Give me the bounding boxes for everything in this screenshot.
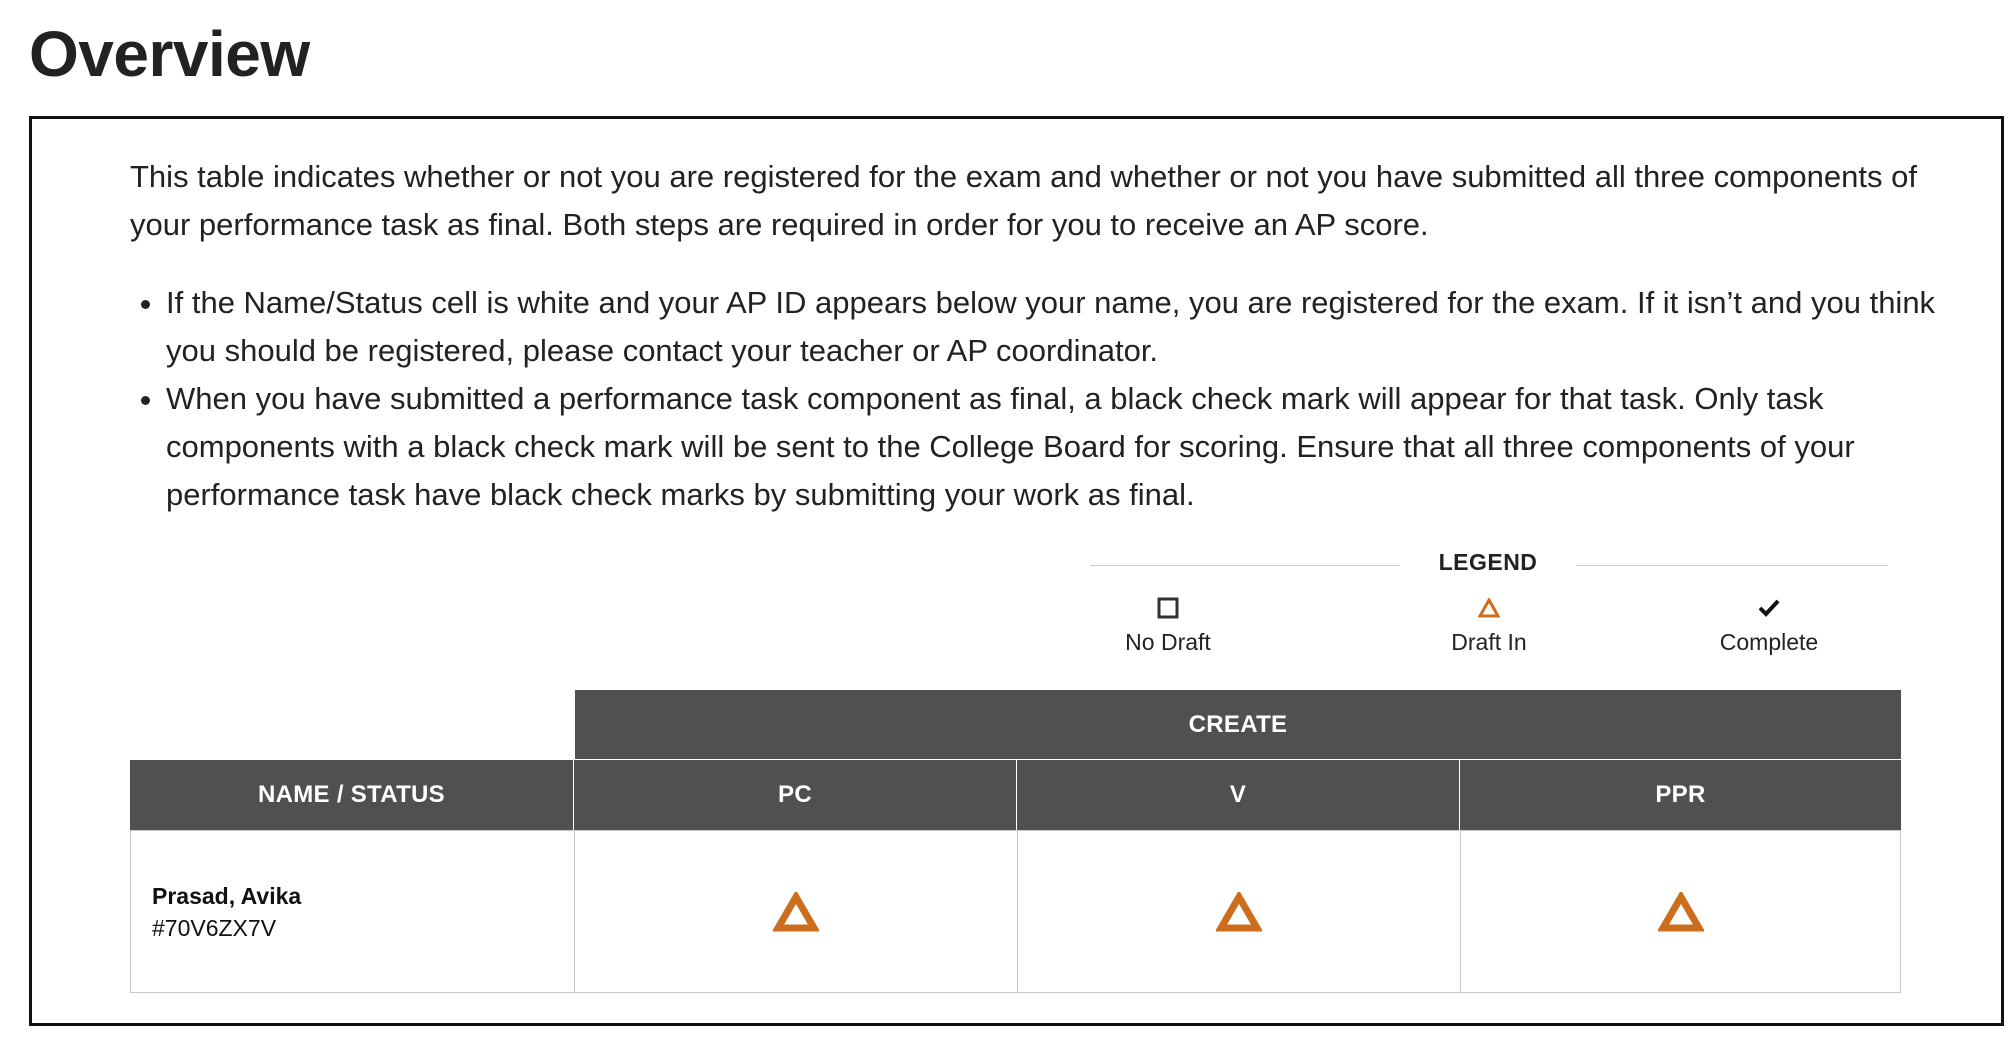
list-item: • When you have submitted a performance task component as final, a black check mark will appear for that task. Only task components with a black check mark will be sent to the College Board for scoring. Ensure that all three components of your performance task have black check marks by submitting your work as final.	[166, 375, 1960, 519]
instruction-list	[130, 279, 1960, 519]
legend-divider-right	[1576, 565, 1888, 566]
legend-item-draft-in	[1379, 593, 1599, 656]
column-header-pc: PC	[574, 760, 1017, 830]
overview-panel	[29, 116, 2004, 1026]
table-group-row	[130, 690, 1901, 760]
student-name: Prasad, Avika	[152, 882, 302, 909]
group-header-create: CREATE	[574, 690, 1901, 760]
triangle-outline-icon	[1478, 598, 1500, 618]
legend-label-no-draft: No Draft	[1125, 629, 1211, 655]
page-title: Overview	[29, 18, 310, 90]
column-header-ppr: PPR	[1460, 760, 1901, 830]
status-cell-pc	[574, 830, 1018, 993]
legend-header	[1058, 549, 1888, 579]
triangle-outline-icon	[1216, 892, 1262, 932]
table-row	[130, 830, 1901, 993]
legend-divider-left	[1090, 565, 1400, 566]
legend-item-complete	[1659, 593, 1879, 656]
column-header-name-status: NAME / STATUS	[130, 760, 574, 830]
legend	[1058, 549, 1888, 659]
triangle-outline-icon	[1658, 892, 1704, 932]
legend-item-no-draft	[1058, 593, 1278, 656]
legend-label-draft-in: Draft In	[1451, 629, 1527, 655]
status-table	[130, 690, 1901, 993]
intro-paragraph: This table indicates whether or not you are registered for the exam and whether or not you have submitted all three components of your performance task as final. Both steps are required in order for you to receive an AP score.	[130, 159, 1917, 242]
instructions	[130, 153, 1950, 519]
legend-title: LEGEND	[1438, 549, 1538, 575]
triangle-outline-icon	[773, 892, 819, 932]
square-outline-icon	[1157, 597, 1179, 619]
name-status-cell	[130, 830, 575, 993]
status-cell-ppr	[1460, 830, 1901, 993]
list-item: • If the Name/Status cell is white and your AP ID appears below your name, you are registered for the exam. If it isn’t and you think you should be registered, please contact your teacher or AP coordinator.	[166, 279, 1960, 375]
student-ap-id: #70V6ZX7V	[152, 914, 277, 941]
status-cell-v	[1017, 830, 1461, 993]
checkmark-icon	[1757, 598, 1781, 618]
column-header-v: V	[1017, 760, 1460, 830]
legend-label-complete: Complete	[1719, 629, 1819, 655]
table-header-row	[130, 760, 1901, 830]
